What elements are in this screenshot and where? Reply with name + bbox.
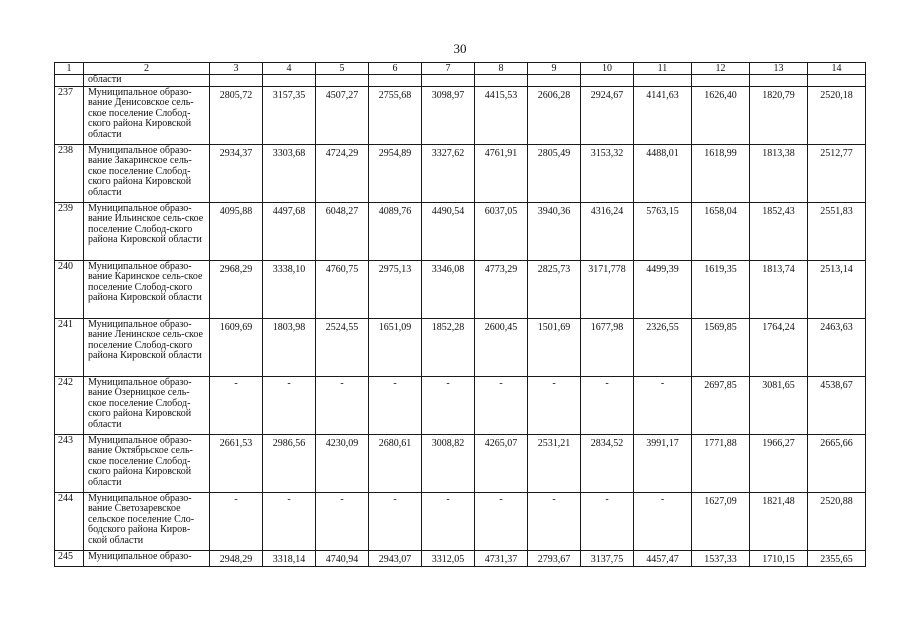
column-header-12: 12	[692, 63, 750, 75]
value-cell-col-7: 3327,62	[422, 144, 475, 202]
value-cell-col-7: 3098,97	[422, 86, 475, 144]
value-cell-col-11: 4488,01	[634, 144, 692, 202]
value-cell-col-11: 3991,17	[634, 434, 692, 492]
value-cell-col-9: -	[528, 492, 581, 550]
value-cell-col-14: 2551,83	[808, 202, 866, 260]
row-index-cell: 242	[55, 376, 84, 434]
value-cell-col-9: 2793,67	[528, 550, 581, 567]
value-cell-col-11: -	[634, 376, 692, 434]
value-cell-col-6: 4089,76	[369, 202, 422, 260]
column-header-11: 11	[634, 63, 692, 75]
value-cell-col-8: 4265,07	[475, 434, 528, 492]
table-row	[55, 492, 866, 550]
value-cell-col-4: 3338,10	[263, 260, 316, 318]
value-cell-col-4: 3157,35	[263, 86, 316, 144]
value-cell-col-7: 1852,28	[422, 318, 475, 376]
table-row	[55, 550, 866, 567]
value-cell-col-5: 6048,27	[316, 202, 369, 260]
row-index-cell: 245	[55, 550, 84, 567]
value-cell-col-4: -	[263, 376, 316, 434]
value-cell-col-7: 3008,82	[422, 434, 475, 492]
data-table	[54, 62, 866, 567]
value-cell-col-11: -	[634, 492, 692, 550]
value-cell-col-13: 1852,43	[750, 202, 808, 260]
value-cell-col-8: 2600,45	[475, 318, 528, 376]
value-cell-col-3: 4095,88	[210, 202, 263, 260]
column-header-13: 13	[750, 63, 808, 75]
value-cell-col-6: 2680,61	[369, 434, 422, 492]
column-header-9: 9	[528, 63, 581, 75]
value-cell-col-8: 6037,05	[475, 202, 528, 260]
value-cell-col-3: 1609,69	[210, 318, 263, 376]
value-cell-col-14: 2520,18	[808, 86, 866, 144]
value-cell-col-4: 3303,68	[263, 144, 316, 202]
row-index-cell: 240	[55, 260, 84, 318]
value-cell-col-4: 2986,56	[263, 434, 316, 492]
value-cell-col-9: -	[528, 376, 581, 434]
value-cell-col-5: 2524,55	[316, 318, 369, 376]
column-header-14: 14	[808, 63, 866, 75]
value-cell-col-13: 1710,15	[750, 550, 808, 567]
value-cell-col-6: -	[369, 376, 422, 434]
value-cell-col-10: 3153,32	[581, 144, 634, 202]
row-name-cell: Муниципальное образо-вание Октябрьское сель-ское поселение Слобод-ского района Кировской области	[84, 434, 210, 492]
value-cell-col-5: 4740,94	[316, 550, 369, 567]
table-row	[55, 86, 866, 144]
column-header-2: 2	[84, 63, 210, 75]
value-cell-col-8: 4761,91	[475, 144, 528, 202]
value-cell-col-11: 5763,15	[634, 202, 692, 260]
value-cell-col-10: 3137,75	[581, 550, 634, 567]
table-body	[55, 75, 866, 567]
row-name-cell: Муниципальное образо-вание Денисовское сель-ское поселение Слобод-ского района Кировской области	[84, 86, 210, 144]
value-cell-col-13: 1966,27	[750, 434, 808, 492]
value-cell-col-7: 3312,05	[422, 550, 475, 567]
value-cell-col-4: -	[263, 492, 316, 550]
column-header-4: 4	[263, 63, 316, 75]
value-cell-col-10: -	[581, 376, 634, 434]
value-cell-col-13: 1821,48	[750, 492, 808, 550]
row-index-cell: 244	[55, 492, 84, 550]
row-index-cell: 238	[55, 144, 84, 202]
value-cell-col-8: 4773,29	[475, 260, 528, 318]
value-cell-col-9: 2825,73	[528, 260, 581, 318]
value-cell-col-6: 1651,09	[369, 318, 422, 376]
value-cell-col-8: -	[475, 492, 528, 550]
value-cell-col-14: 2512,77	[808, 144, 866, 202]
value-cell-col-12: 1619,35	[692, 260, 750, 318]
value-cell-col-7: -	[422, 492, 475, 550]
column-header-8: 8	[475, 63, 528, 75]
row-name-cell: Муниципальное образо-вание Ленинское сель-ское поселение Слобод-ского района Кировской области	[84, 318, 210, 376]
value-cell-col-3: -	[210, 492, 263, 550]
row-name-cell: Муниципальное образо-вание Озерницкое сель-ское поселение Слобод-ского района Кировской области	[84, 376, 210, 434]
row-index-cell: 243	[55, 434, 84, 492]
value-cell-col-4: 1803,98	[263, 318, 316, 376]
value-cell-col-9: 2531,21	[528, 434, 581, 492]
row-index-cell: 241	[55, 318, 84, 376]
continuation-row	[55, 75, 866, 87]
continuation-index-cell	[55, 75, 84, 87]
value-cell-col-4: 4497,68	[263, 202, 316, 260]
value-cell-col-12: 2697,85	[692, 376, 750, 434]
value-cell-col-12: 1658,04	[692, 202, 750, 260]
value-cell-col-8: 4731,37	[475, 550, 528, 567]
table-row	[55, 202, 866, 260]
value-cell-col-14: 2355,65	[808, 550, 866, 567]
column-header-row	[55, 63, 866, 75]
value-cell-col-6: 2943,07	[369, 550, 422, 567]
value-cell-col-5: 4760,75	[316, 260, 369, 318]
column-header-3: 3	[210, 63, 263, 75]
value-cell-col-13: 1813,38	[750, 144, 808, 202]
value-cell-col-3: 2948,29	[210, 550, 263, 567]
value-cell-col-12: 1618,99	[692, 144, 750, 202]
value-cell-col-13: 3081,65	[750, 376, 808, 434]
column-header-5: 5	[316, 63, 369, 75]
value-cell-col-10: 2924,67	[581, 86, 634, 144]
column-header-7: 7	[422, 63, 475, 75]
value-cell-col-12: 1627,09	[692, 492, 750, 550]
value-cell-col-6: 2975,13	[369, 260, 422, 318]
value-cell-col-10: 4316,24	[581, 202, 634, 260]
value-cell-col-14: 2520,88	[808, 492, 866, 550]
value-cell-col-10: 1677,98	[581, 318, 634, 376]
value-cell-col-10: 3171,778	[581, 260, 634, 318]
value-cell-col-10: 2834,52	[581, 434, 634, 492]
value-cell-col-11: 4457,47	[634, 550, 692, 567]
value-cell-col-9: 2805,49	[528, 144, 581, 202]
value-cell-col-5: -	[316, 492, 369, 550]
row-index-cell: 239	[55, 202, 84, 260]
row-index-cell: 237	[55, 86, 84, 144]
value-cell-col-5: 4724,29	[316, 144, 369, 202]
value-cell-col-8: -	[475, 376, 528, 434]
column-header-10: 10	[581, 63, 634, 75]
value-cell-col-13: 1764,24	[750, 318, 808, 376]
value-cell-col-10: -	[581, 492, 634, 550]
value-cell-col-3: 2934,37	[210, 144, 263, 202]
value-cell-col-3: 2968,29	[210, 260, 263, 318]
table-row	[55, 144, 866, 202]
page-number: 30	[453, 41, 467, 56]
table-row	[55, 260, 866, 318]
value-cell-col-13: 1813,74	[750, 260, 808, 318]
value-cell-col-5: 4507,27	[316, 86, 369, 144]
value-cell-col-12: 1771,88	[692, 434, 750, 492]
column-header-6: 6	[369, 63, 422, 75]
value-cell-col-7: 3346,08	[422, 260, 475, 318]
value-cell-col-5: -	[316, 376, 369, 434]
row-name-cell: Муниципальное образо-вание Каринское сель-ское поселение Слобод-ского района Кировской области	[84, 260, 210, 318]
value-cell-col-6: -	[369, 492, 422, 550]
value-cell-col-5: 4230,09	[316, 434, 369, 492]
value-cell-col-12: 1626,40	[692, 86, 750, 144]
value-cell-col-11: 2326,55	[634, 318, 692, 376]
value-cell-col-14: 2463,63	[808, 318, 866, 376]
row-name-cell: Муниципальное образо-вание Закаринское сель-ское поселение Слобод-ского района Кировской области	[84, 144, 210, 202]
value-cell-col-11: 4499,39	[634, 260, 692, 318]
value-cell-col-3: -	[210, 376, 263, 434]
row-name-cell: Муниципальное образо-	[84, 550, 210, 567]
column-header-1: 1	[55, 63, 84, 75]
row-name-cell: Муниципальное образо-вание Ильинское сель-ское поселение Слобод-ского района Кировской области	[84, 202, 210, 260]
value-cell-col-14: 2665,66	[808, 434, 866, 492]
value-cell-col-11: 4141,63	[634, 86, 692, 144]
value-cell-col-13: 1820,79	[750, 86, 808, 144]
value-cell-col-9: 2606,28	[528, 86, 581, 144]
value-cell-col-7: 4490,54	[422, 202, 475, 260]
value-cell-col-7: -	[422, 376, 475, 434]
table-row	[55, 434, 866, 492]
value-cell-col-12: 1537,33	[692, 550, 750, 567]
value-cell-col-8: 4415,53	[475, 86, 528, 144]
value-cell-col-6: 2954,89	[369, 144, 422, 202]
value-cell-col-9: 3940,36	[528, 202, 581, 260]
value-cell-col-6: 2755,68	[369, 86, 422, 144]
value-cell-col-4: 3318,14	[263, 550, 316, 567]
value-cell-col-3: 2805,72	[210, 86, 263, 144]
table-row	[55, 318, 866, 376]
value-cell-col-14: 4538,67	[808, 376, 866, 434]
continuation-name-cell: области	[84, 75, 210, 87]
value-cell-col-3: 2661,53	[210, 434, 263, 492]
value-cell-col-9: 1501,69	[528, 318, 581, 376]
value-cell-col-12: 1569,85	[692, 318, 750, 376]
row-name-cell: Муниципальное образо-вание Светозаревское сельское поселение Сло-бодского района Киров-ской области	[84, 492, 210, 550]
table-row	[55, 376, 866, 434]
value-cell-col-14: 2513,14	[808, 260, 866, 318]
